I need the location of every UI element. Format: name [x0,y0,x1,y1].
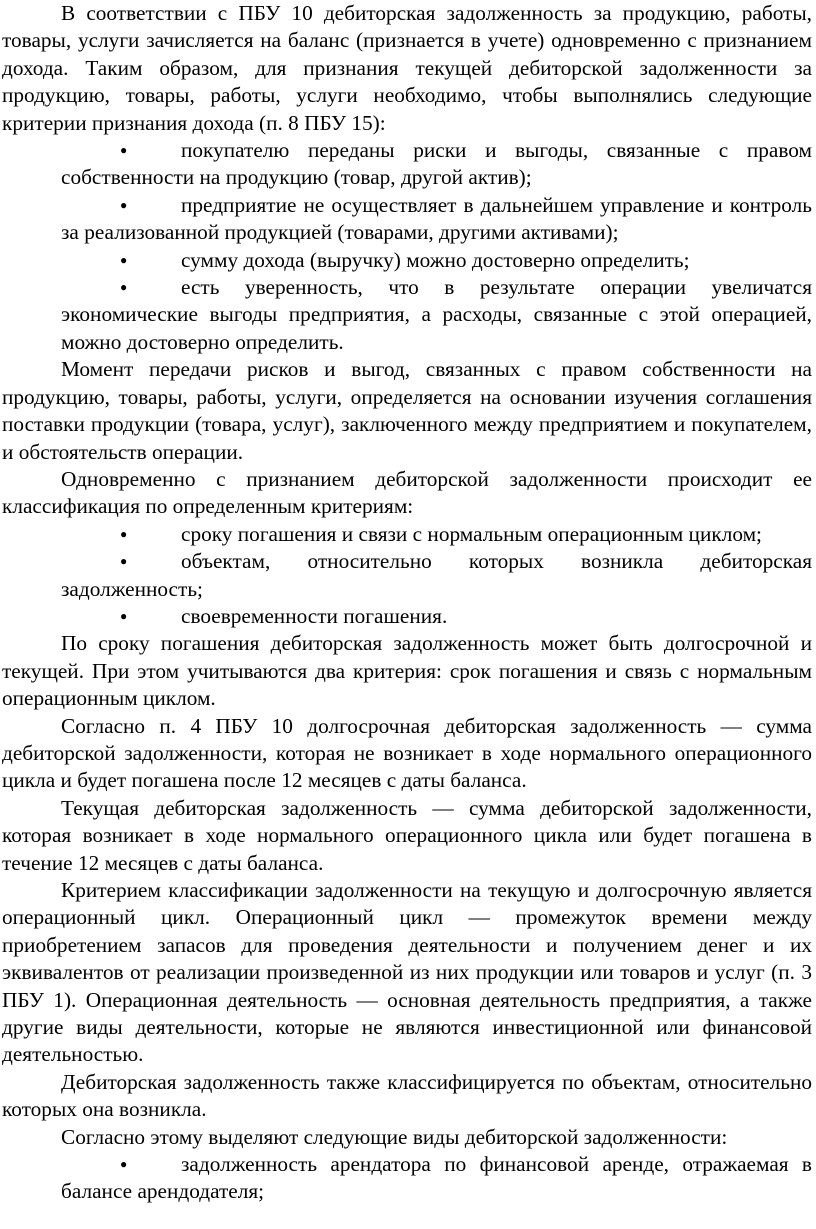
list-item: ● сроку погашения и связи с нормальным операционным циклом; [2,521,812,548]
paragraph: Согласно этому выделяют следующие виды дебиторской задолженности: [61,1124,728,1149]
list-item: ● покупателю переданы риски и выгоды, связанные с правом собственности на продукцию (товар, другой актив); [61,138,812,190]
list-item: ● есть уверенность, что в результате операции увеличатся экономические выгоды предприятия, а расходы, связанные с этой операцией, можно достоверно определить. [61,275,812,354]
bullet-icon: ● [120,608,128,623]
bullet-icon: ● [120,1157,128,1172]
paragraph: По сроку погашения дебиторская задолженность может быть долгосрочной и текущей. При этом учитываются два критерия: срок погашения и связь с нормальным операционным циклом. [2,631,812,711]
paragraph: Одновременно с признанием дебиторской задолженности происходит ее классификация по определенным критериям: [2,466,812,519]
list-item: ● своевременности погашения. [2,603,812,630]
list-item: ● задолженность арендатора по финансовой аренде, отражаемая в балансе арендодателя; [61,1152,812,1204]
paragraph-intro: В соответствии с ПБУ 10 дебиторская задолженность за продукцию, работы, товары, услуги зачисляется на баланс (признается в учете) одновременно с признанием дохода. Таким образом, для признания текущей дебиторской задолженности за продукцию, товары, работы, услуги необходимо, чтобы выполнялись следующие критерии признания дохода (п. 8 ПБУ 15): [2,1,812,135]
bullet-icon: ● [120,526,128,541]
paragraph: Текущая дебиторская задолженность — сумма дебиторской задолженности, которая возникает в ходе нормального операционного цикла или будет погашена в течение 12 месяцев с даты баланса. [2,795,812,875]
bullet-icon: ● [120,143,128,158]
list-item: ● предприятие не осуществляет в дальнейшем управление и контроль за реализованной продукцией (товарами, другими активами); [61,192,812,245]
list-item: ● объектам, относительно которых возникла дебиторская задолженность; [61,549,812,601]
paragraph: Критерием классификации задолженности на текущую и долгосрочную является операционный цикл. Операционный цикл — промежуток времени между приобретением запасов для проведения деятельности и получением денег и их эквивалентов от реализации произведенной из них продукции или товаров и услуг (п. 3 ПБУ 1). Операционная деятельность — основная деятельность предприятия, а также другие виды деятельности, которые не являются инвестиционной или финансовой деятельностью. [2,878,812,1067]
bullet-icon: ● [120,252,128,267]
bullet-icon: ● [120,554,128,569]
paragraph: Момент передачи рисков и выгод, связанных с правом собственности на продукцию, товары, работы, услуги, определяется на основании изучения соглашения поставки продукции (товара, услуг), заключенного между предприятием и покупателем, и обстоятельств операции. [2,357,812,464]
bullet-icon: ● [120,280,128,295]
paragraph: Согласно п. 4 ПБУ 10 долгосрочная дебиторская задолженность — сумма дебиторской задолженности, которая не возникает в ходе нормального операционного цикла и будет погашена после 12 месяцев с даты баланса. [2,713,812,793]
bullet-icon: ● [120,197,128,212]
paragraph: Дебиторская задолженность также классифицируется по объектам, относительно которых она возникла. [2,1069,812,1122]
list-item: ● сумму дохода (выручку) можно достоверно определить; [2,247,812,274]
